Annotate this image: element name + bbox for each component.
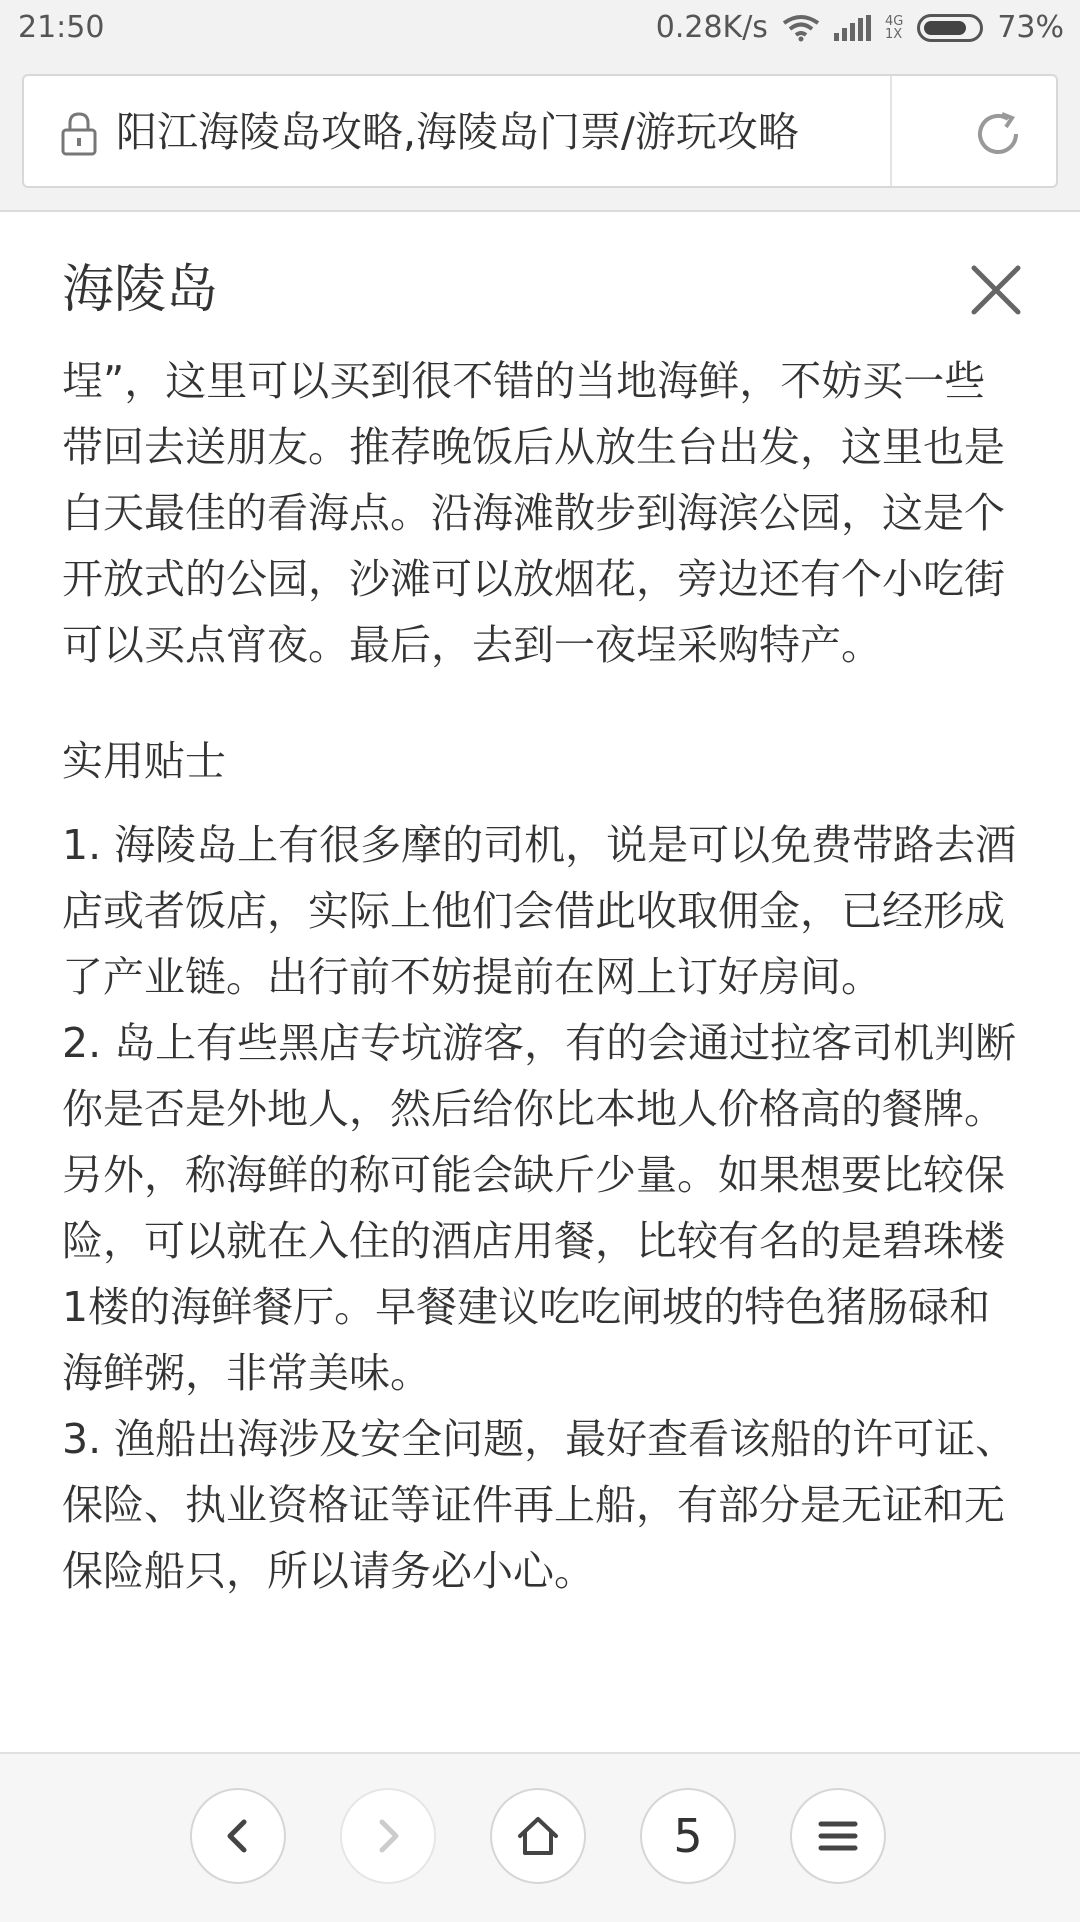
- wifi-icon: [782, 14, 820, 42]
- close-icon[interactable]: [968, 262, 1024, 318]
- forward-button[interactable]: [340, 1788, 436, 1884]
- home-icon: [514, 1812, 562, 1860]
- tip-item: 2. 岛上有些黑店专坑游客，有的会通过拉客司机判断你是否是外地人，然后给你比本地人价格高的餐牌。另外，称海鲜的称可能会缺斤少量。如果想要比较保险，可以就在入住的酒店用餐，比较有名的是碧珠楼1楼的海鲜餐厅。早餐建议吃吃闸坡的特色猪肠碌和海鲜粥，非常美味。: [62, 1019, 1017, 1397]
- network-type: 4G: [884, 13, 904, 29]
- address-divider: [890, 76, 892, 186]
- status-bar: [0, 0, 1080, 58]
- net-speed: 0.28K/s: [655, 10, 768, 45]
- tips-title: 实用贴士: [62, 737, 226, 785]
- chevron-left-icon: [218, 1816, 258, 1856]
- battery-percent: 73%: [997, 10, 1064, 45]
- url-title[interactable]: 阳江海陵岛攻略,海陵岛门票/游玩攻略: [116, 108, 799, 156]
- tabs-button[interactable]: [640, 1788, 736, 1884]
- card-title: 海陵岛: [62, 260, 219, 320]
- menu-button[interactable]: [790, 1788, 886, 1884]
- battery-icon: [917, 14, 983, 42]
- browser-toolbar: [0, 58, 1080, 212]
- chevron-right-icon: [368, 1816, 408, 1856]
- article-content: [62, 356, 1022, 1748]
- status-time: 21:50: [18, 10, 105, 45]
- bottom-nav: [0, 1752, 1080, 1922]
- signal-icon: [834, 15, 871, 41]
- sim-label: 1X: [884, 26, 903, 42]
- tip-item: 3. 渔船出海涉及安全问题，最好查看该船的许可证、保险、执业资格证等证件再上船，有部分是无证和无保险船只，所以请务必小心。: [62, 1415, 1017, 1595]
- intro-paragraph: 埕”，这里可以买到很不错的当地海鲜，不妨买一些带回去送朋友。推荐晚饭后从放生台出发，这里也是白天最佳的看海点。沿海滩散步到海滨公园，这是个开放式的公园，沙滩可以放烟花，旁边还有个小吃街可以买点宵夜。最后，去到一夜埕采购特产。: [62, 357, 1005, 669]
- network-badge: [885, 15, 903, 41]
- address-bar[interactable]: [22, 74, 1058, 188]
- tip-item: 1. 海陵岛上有很多摩的司机，说是可以免费带路去酒店或者饭店，实际上他们会借此收取佣金，已经形成了产业链。出行前不妨提前在网上订好房间。: [62, 821, 1017, 1001]
- lock-icon: [58, 110, 100, 156]
- back-button[interactable]: [190, 1788, 286, 1884]
- home-button[interactable]: [490, 1788, 586, 1884]
- tab-count: 5: [673, 1809, 703, 1863]
- reload-icon[interactable]: [972, 108, 1024, 160]
- menu-icon: [816, 1814, 860, 1858]
